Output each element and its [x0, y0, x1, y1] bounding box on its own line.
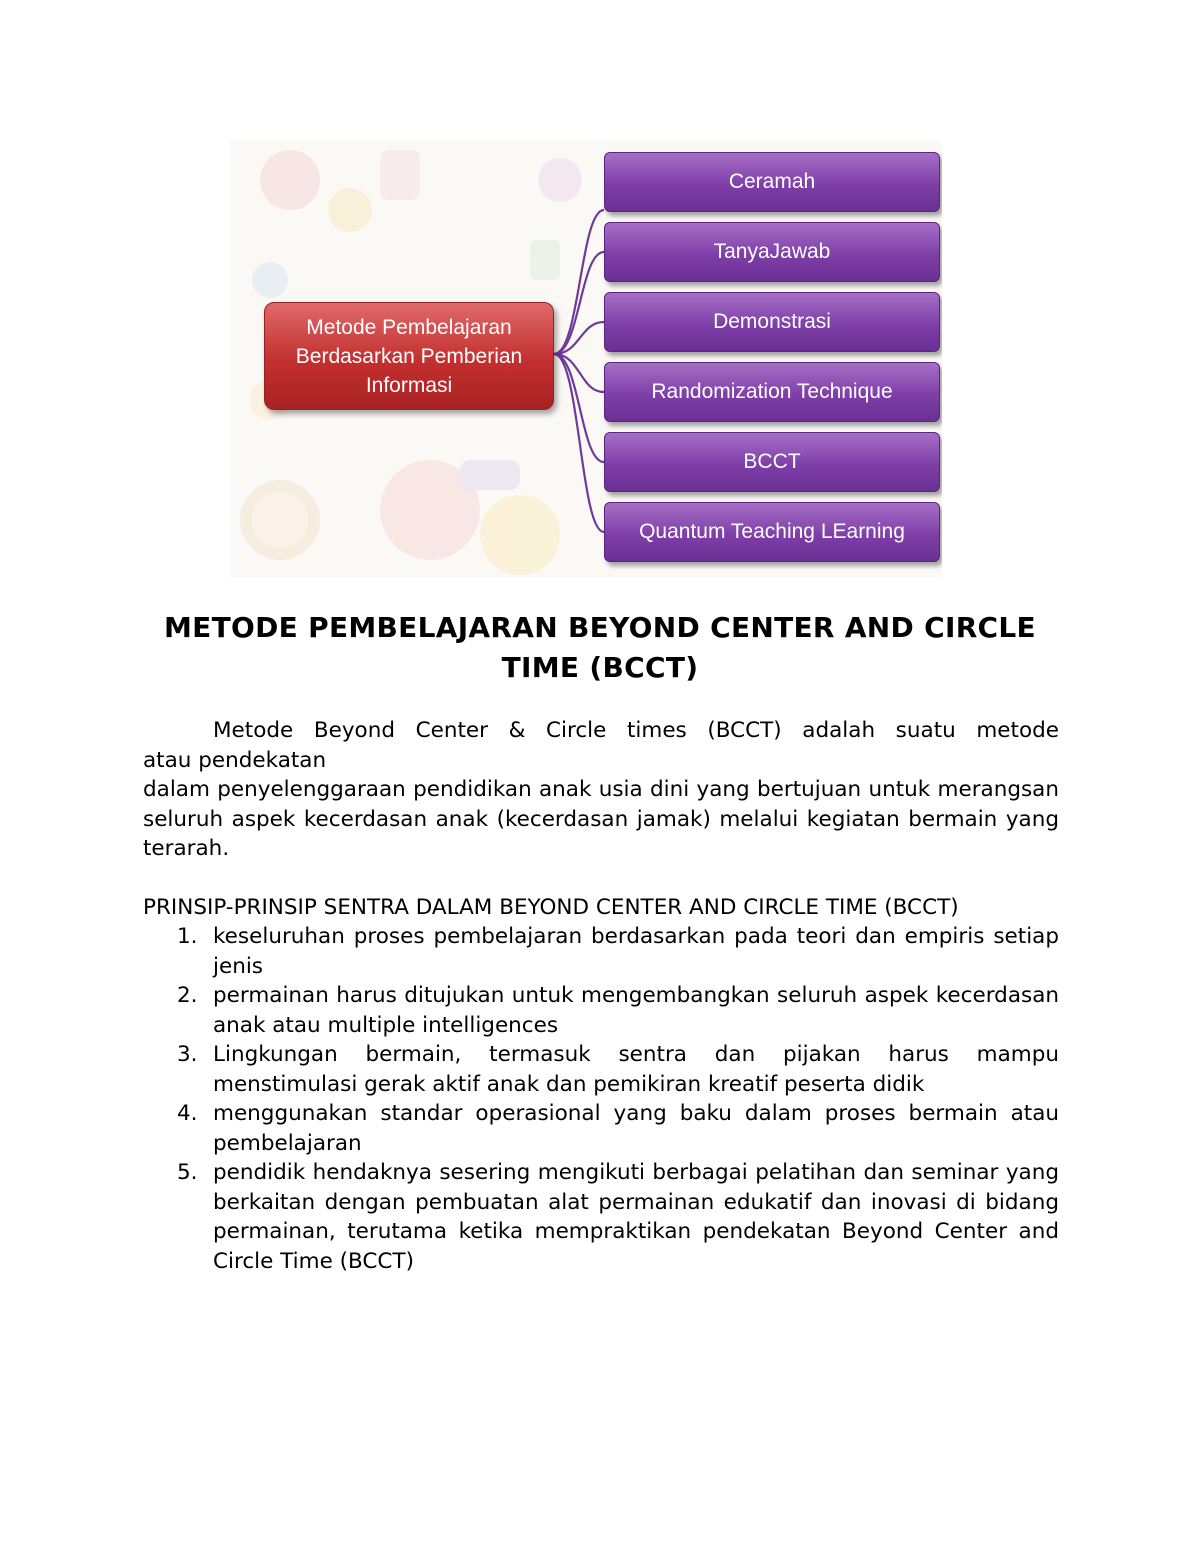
- list-item: [143, 981, 1059, 1040]
- list-item-number: 4.: [177, 1101, 198, 1126]
- mind-map-figure: [230, 140, 942, 578]
- intro-paragraph: [143, 716, 1059, 775]
- list-item-number: 1.: [177, 924, 198, 949]
- branch-node-demonstrasi: Demonstrasi: [604, 292, 940, 352]
- list-item-text: permainan harus ditujukan untuk mengembangkan seluruh aspek kecerdasan anak atau multiple intelligences: [213, 983, 1059, 1038]
- principles-heading: PRINSIP-PRINSIP SENTRA DALAM BEYOND CENTER AND CIRCLE TIME (BCCT): [143, 895, 959, 920]
- connector-lines: [554, 210, 604, 532]
- branch-node-ceramah: Ceramah: [604, 152, 940, 212]
- branch-node-randomization: Randomization Technique: [604, 362, 940, 422]
- intro-paragraph-line: Metode Beyond Center & Circle times (BCCT) adalah suatu metode: [213, 718, 1059, 743]
- root-node: Metode Pembelajaran Berdasarkan Pemberian Informasi: [264, 302, 554, 410]
- list-item: [143, 1040, 1059, 1099]
- branch-node-bcct: BCCT: [604, 432, 940, 492]
- principles-list: [143, 922, 1059, 1276]
- definition-paragraph: dalam penyelenggaraan pendidikan anak usia dini yang bertujuan untuk merangsan seluruh aspek kecerdasan anak (kecerdasan jamak) melalui kegiatan bermain yang terarah.: [143, 777, 1059, 861]
- list-item: [143, 1099, 1059, 1158]
- list-item: [143, 922, 1059, 981]
- list-item-text: keseluruhan proses pembelajaran berdasarkan pada teori dan empiris setiap jenis: [213, 924, 1059, 979]
- intro-paragraph-continuation: atau pendekatan: [143, 747, 327, 773]
- list-item-text: pendidik hendaknya sesering mengikuti berbagai pelatihan dan seminar yang berkaitan dengan pembuatan alat permainan edukatif dan inovasi di bidang permainan, terutama ketika mempraktikan pendekatan Beyond Center and Circle Time (BCCT): [213, 1160, 1059, 1274]
- list-item-text: menggunakan standar operasional yang baku dalam proses bermain atau pembelajaran: [213, 1101, 1059, 1156]
- list-item-number: 3.: [177, 1042, 198, 1067]
- list-item-number: 2.: [177, 983, 198, 1008]
- list-item-number: 5.: [177, 1160, 198, 1185]
- branch-node-quantum: Quantum Teaching LEarning: [604, 502, 940, 562]
- list-item-text: Lingkungan bermain, termasuk sentra dan pijakan harus mampu menstimulasi gerak aktif anak dan pemikiran kreatif peserta didik: [213, 1042, 1059, 1097]
- list-item: [143, 1158, 1059, 1276]
- branch-node-tanyajawab: TanyaJawab: [604, 222, 940, 282]
- document-title: METODE PEMBELAJARAN BEYOND CENTER AND CIRCLE TIME (BCCT): [164, 611, 1036, 684]
